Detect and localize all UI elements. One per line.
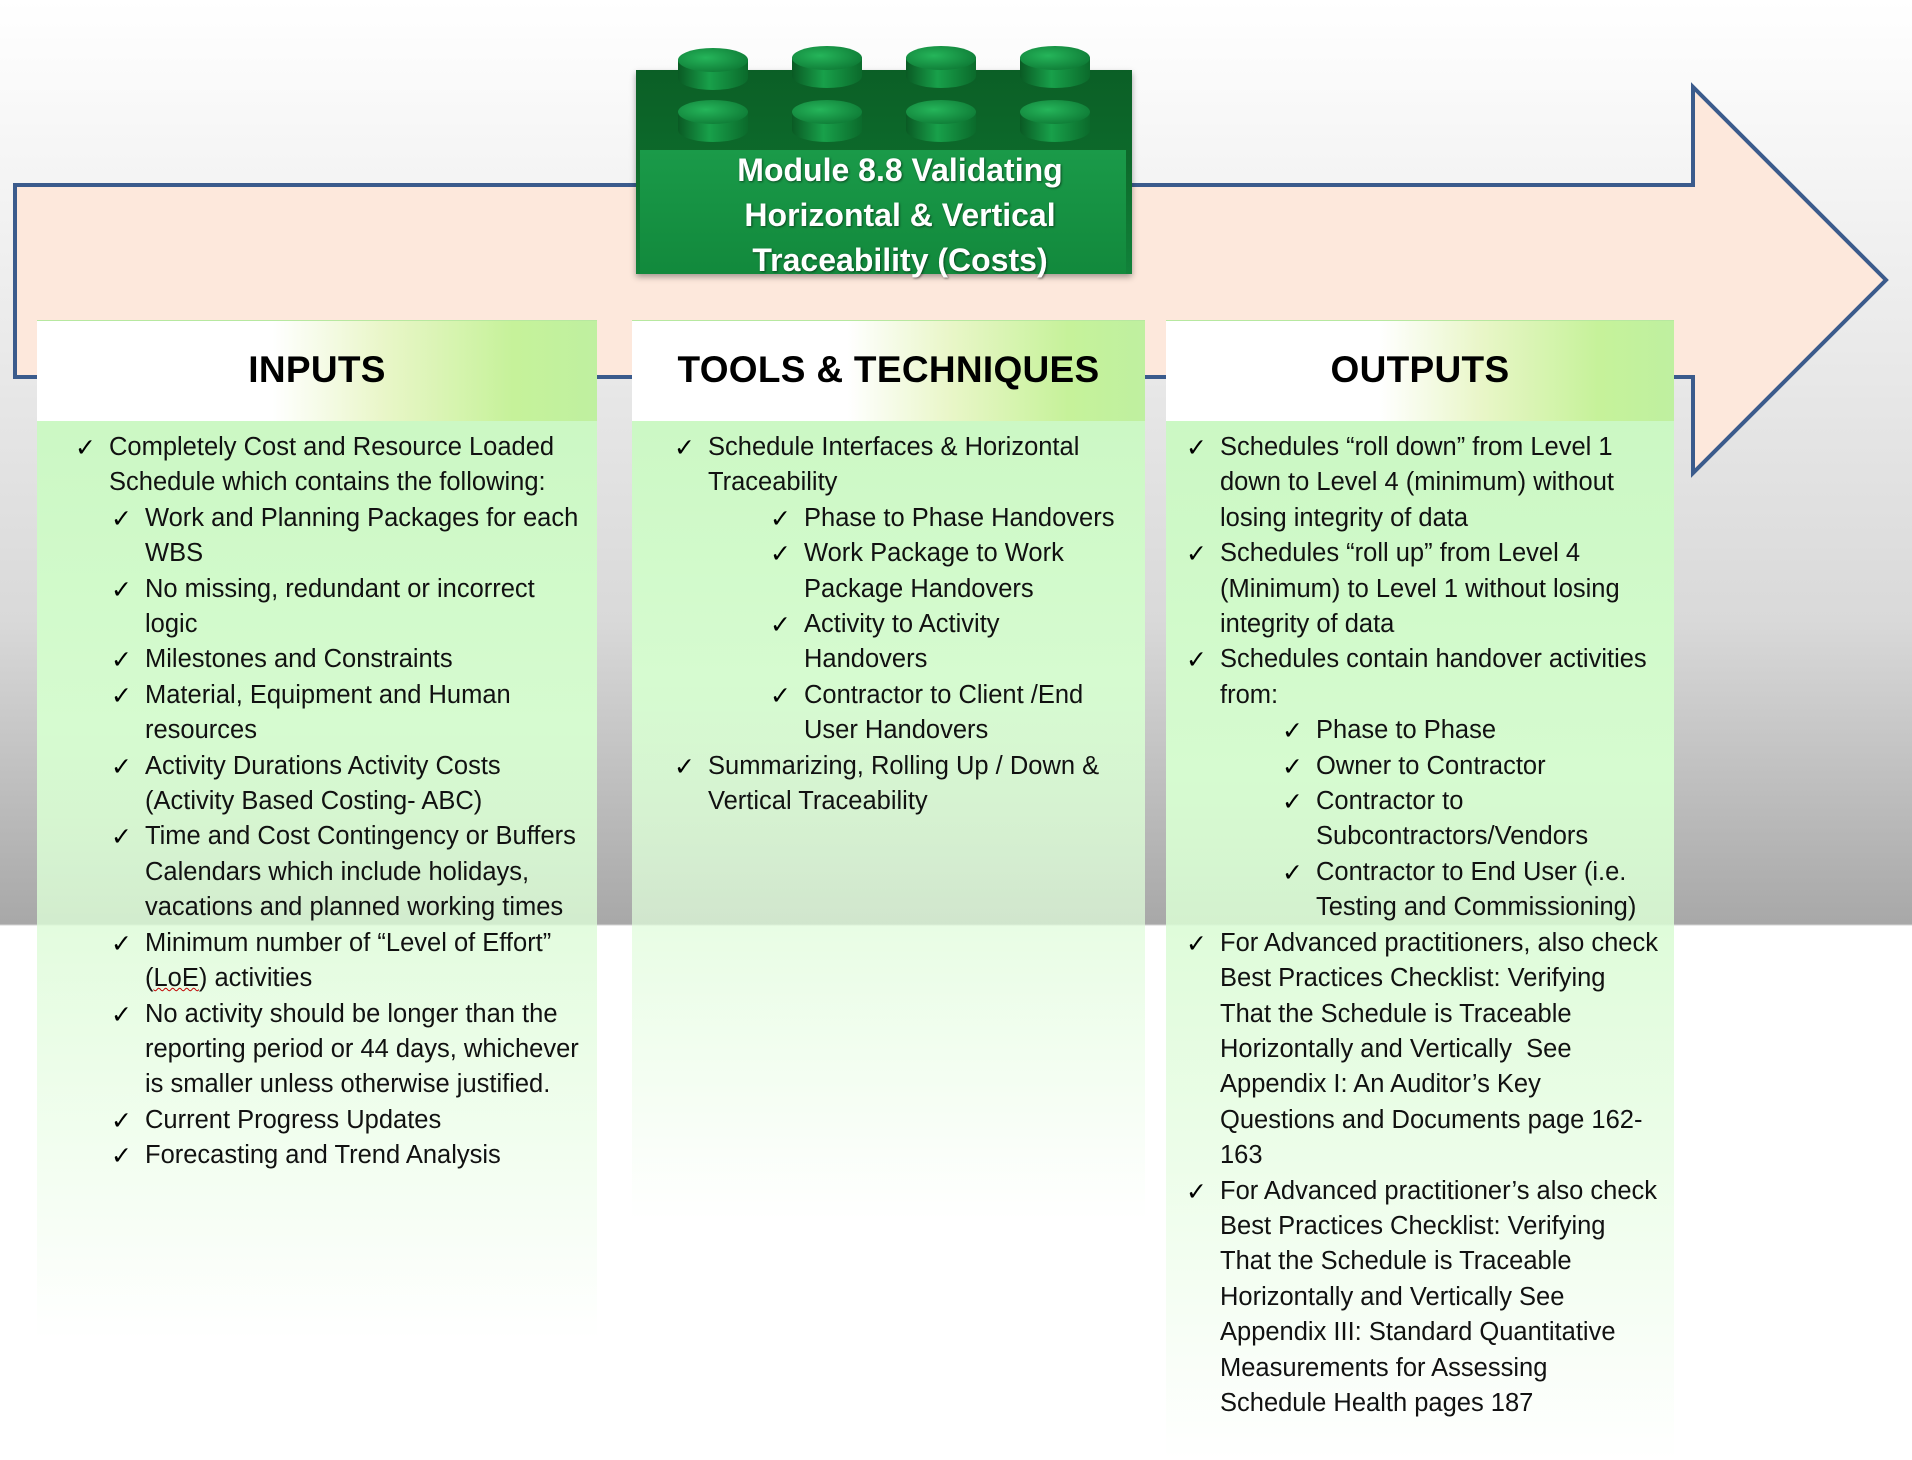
list-item — [109, 430, 612, 1174]
inputs-header — [37, 320, 597, 421]
brick-stud — [906, 46, 976, 90]
sub-list-item — [145, 926, 589, 997]
sub-list-item — [145, 501, 589, 572]
sub-list-item — [145, 997, 589, 1103]
sub-list-item — [804, 501, 1128, 536]
list-item — [1220, 642, 1660, 925]
inputs-list — [109, 430, 612, 1174]
list-item — [1220, 536, 1660, 642]
item-text: Contractor to End User (i.e. Testing and Commissioning) — [1316, 857, 1637, 922]
item-text: Schedules contain handover activities from: — [1220, 645, 1647, 709]
module-title — [660, 148, 1140, 283]
item-text: Minimum number of “Level of Effort” ( — [145, 928, 552, 993]
item-text: No activity should be longer than the reporting period or 44 days, whichever is smaller unless otherwise justified. — [145, 999, 579, 1099]
item-text: Owner to Contractor — [1316, 751, 1546, 780]
outputs-list — [1220, 430, 1666, 1421]
item-text: Contractor to Client /End User Handovers — [804, 680, 1084, 745]
sub-list-item — [1316, 784, 1660, 855]
sub-list-item — [145, 749, 589, 820]
sub-list — [804, 501, 1128, 749]
item-text: Contractor to Subcontractors/Vendors — [1316, 787, 1589, 851]
brick-stud — [792, 100, 862, 144]
list-item — [1220, 1174, 1665, 1422]
tools-heading: TOOLS & TECHNIQUES — [677, 349, 1100, 390]
item-text: Schedules “roll down” from Level 1 down to Level 4 (minimum) without losing integrity of data — [1220, 433, 1614, 532]
sub-list-item — [804, 607, 1128, 678]
inputs-heading: INPUTS — [248, 349, 386, 390]
sub-list-item — [145, 819, 612, 925]
brick-stud — [906, 100, 976, 144]
title-line: Horizontal & Vertical — [744, 197, 1056, 233]
list-item — [708, 749, 1128, 820]
item-text: Activity Durations Activity Costs (Activity Based Costing- ABC) — [145, 751, 501, 816]
title-line: Traceability (Costs) — [752, 242, 1048, 278]
inputs-column — [37, 320, 612, 1340]
sub-list — [145, 501, 612, 1174]
sub-list-item — [145, 1138, 589, 1173]
outputs-header — [1166, 320, 1674, 421]
item-text: Material, Equipment and Human resources — [145, 680, 511, 745]
item-text: Schedule Interfaces & Horizontal Traceability — [708, 433, 1080, 497]
sub-list-item — [1316, 713, 1660, 748]
item-text: For Advanced practitioners, also check Best Practices Checklist: Verifying That the Schedule is Traceable Horizontally and Vertically See Appendix I: An Auditor’s Key Questions and Documents page 162-163 — [1220, 928, 1666, 1170]
tools-header — [632, 320, 1145, 421]
item-text: ) activities — [198, 964, 313, 993]
sub-list-item — [804, 536, 1128, 607]
tools-list — [708, 430, 1128, 819]
outputs-heading: OUTPUTS — [1330, 349, 1510, 390]
brick-stud — [1020, 100, 1090, 144]
loe-abbreviation: LoE — [153, 964, 199, 993]
item-text: Phase to Phase Handovers — [804, 503, 1115, 532]
tools-column — [632, 320, 1145, 1220]
list-item — [708, 430, 1128, 749]
item-text: Completely Cost and Resource Loaded Schedule which contains the following: — [109, 433, 555, 497]
sub-list — [1316, 713, 1660, 925]
item-text: Summarizing, Rolling Up / Down & Vertical Traceability — [708, 751, 1100, 816]
sub-list-item — [145, 678, 589, 749]
sub-list-item — [1316, 749, 1660, 784]
item-text: Current Progress Updates — [145, 1105, 442, 1134]
item-text: Forecasting and Trend Analysis — [145, 1141, 501, 1170]
brick-stud — [1020, 46, 1090, 90]
item-text: Work and Planning Packages for each WBS — [145, 503, 579, 568]
item-text: Milestones and Constraints — [145, 645, 453, 674]
item-text: No missing, redundant or incorrect logic — [145, 574, 535, 639]
item-text: Activity to Activity Handovers — [804, 610, 1000, 674]
brick-stud — [792, 46, 862, 90]
title-line: Module 8.8 Validating — [737, 152, 1063, 188]
sub-list-item — [145, 572, 589, 643]
brick-stud — [678, 48, 748, 92]
item-text: Schedules “roll up” from Level 4 (Minimum) to Level 1 without losing integrity of data — [1220, 539, 1620, 639]
outputs-column — [1166, 320, 1674, 1460]
sub-list-item — [1316, 855, 1660, 926]
item-text: Time and Cost Contingency or Buffers Calendars which include holidays, vacations and planned working times — [145, 822, 612, 922]
sub-list-item — [145, 642, 589, 677]
item-text: Work Package to Work Package Handovers — [804, 539, 1064, 603]
sub-list-item — [145, 1103, 589, 1138]
item-text: For Advanced practitioner’s also check Best Practices Checklist: Verifying That the Schedule is Traceable Horizontally and Vertically See Appendix III: Standard Quantitative Measurements for Assessing Schedule Health pages 187 — [1220, 1176, 1665, 1417]
brick-stud — [678, 100, 748, 144]
list-item — [1220, 430, 1660, 536]
item-text: Phase to Phase — [1316, 716, 1497, 745]
sub-list-item — [804, 678, 1128, 749]
list-item — [1220, 926, 1666, 1174]
